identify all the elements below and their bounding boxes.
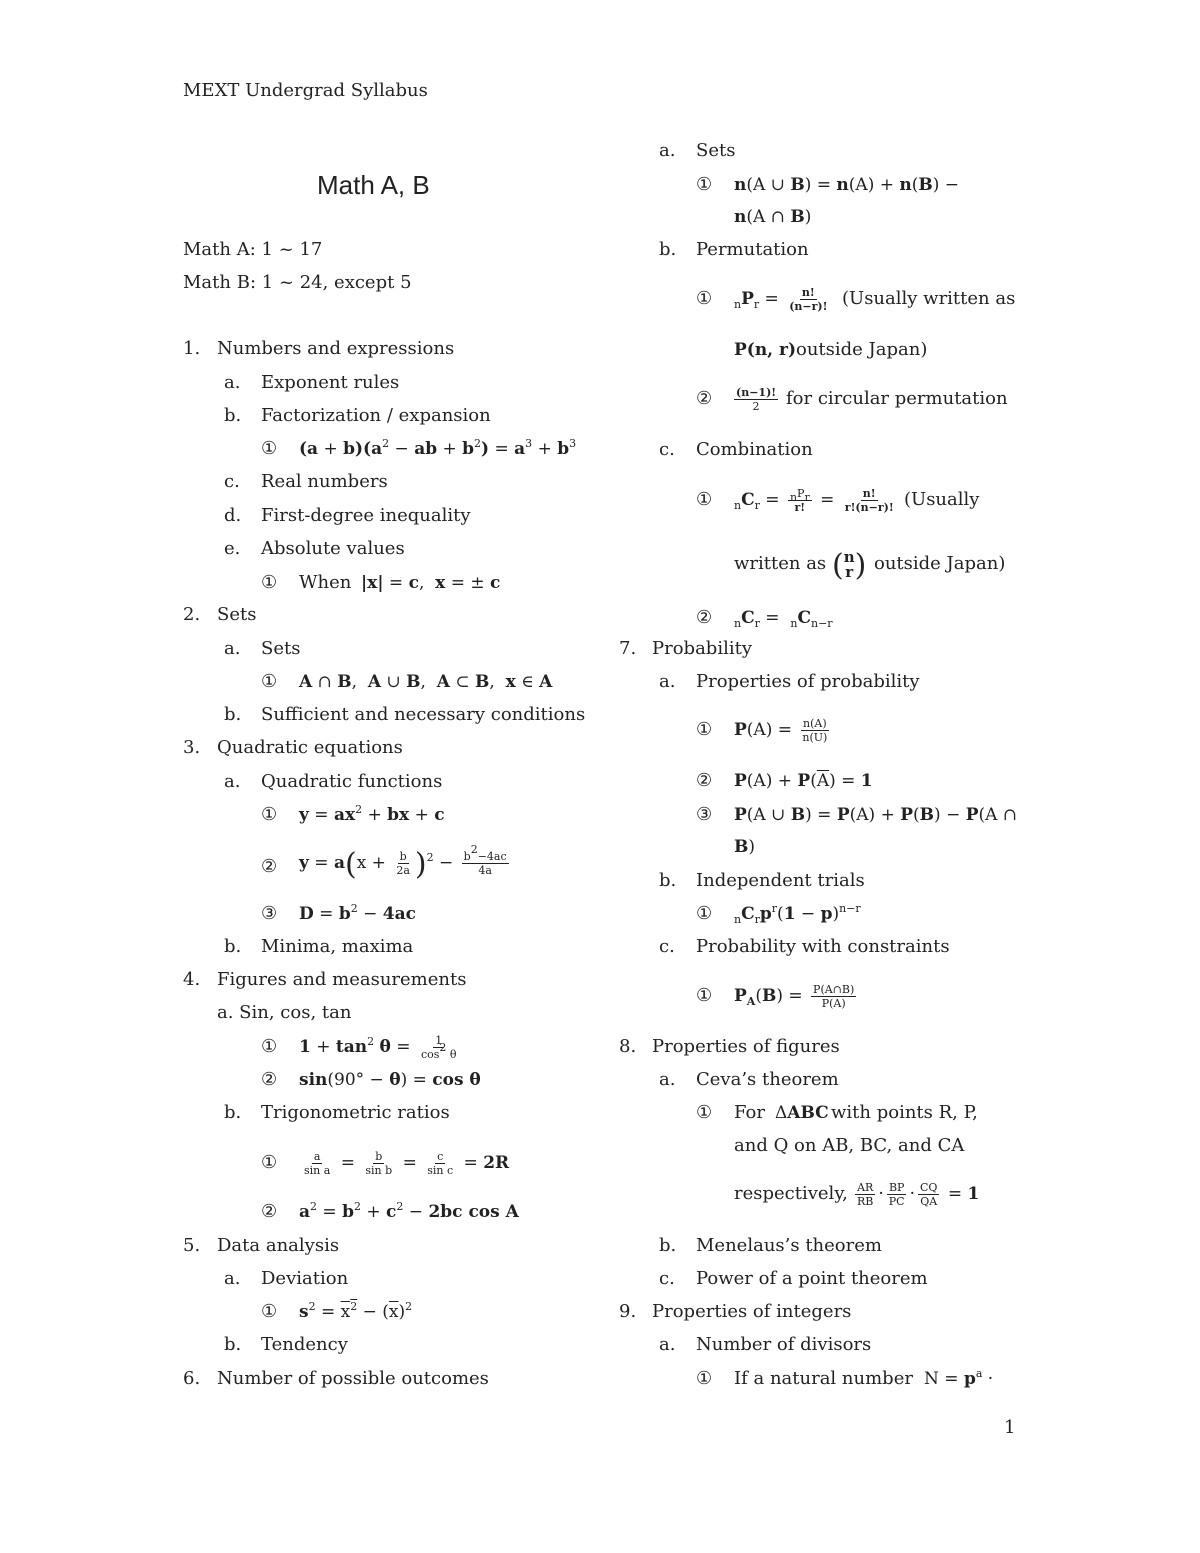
- formula-combination-symmetry: $_nC_r = _nC_{n-r}$: [734, 608, 833, 630]
- section-number: 8.: [619, 1036, 637, 1057]
- subsection-title: Independent trials: [696, 870, 865, 891]
- section-number: 4.: [183, 969, 201, 990]
- subsection-title: Properties of probability: [696, 671, 920, 692]
- subsection-letter: a.: [224, 771, 241, 792]
- ceva-text-line3: respectively,: [734, 1183, 848, 1204]
- section-title: Sets: [217, 604, 257, 625]
- section-title: Data analysis: [217, 1235, 340, 1256]
- subsection-letter: e.: [224, 538, 241, 559]
- formula-tan-identity: $1 + \tan^2 \theta$ = $\frac{1}{\cos^2 \theta}$: [299, 1034, 457, 1061]
- section-number: 6.: [183, 1368, 201, 1389]
- subsection-title: Power of a point theorem: [696, 1268, 928, 1289]
- subsection-title: Menelaus’s theorem: [696, 1235, 882, 1256]
- subsection-title: Absolute values: [261, 538, 405, 559]
- formula-set-notation: A ∩ B, A ∪ B, A ⊂ B, x ∈ A: [299, 672, 553, 692]
- formula-quadratic-vertex: y = a(x + $\frac{b}{2a}$ )$^2$ − $\frac{b^2-4ac}{4a}$: [299, 843, 507, 882]
- ceva-text-cont: with points R, P,: [831, 1102, 978, 1123]
- combination-note: (Usually: [904, 489, 980, 510]
- formula-variance: $s^2 = x^2 - (\overline{x})^2$: [299, 1300, 413, 1322]
- ceva-text: For: [734, 1102, 765, 1123]
- circled-mark: ①: [696, 1368, 713, 1389]
- subsection-title: Combination: [696, 439, 813, 460]
- formula-label: When: [299, 572, 352, 593]
- subsection-letter: a.: [659, 140, 676, 161]
- section-title: Probability: [652, 638, 753, 659]
- permutation-note: (Usually written as: [842, 288, 1016, 309]
- formula-probability-definition: P(A) = $\frac{n(A)}{n(U)}$: [734, 717, 828, 744]
- circular-permutation-note: for circular permutation: [786, 388, 1008, 409]
- subsection-title: Deviation: [261, 1268, 349, 1289]
- circled-mark: ①: [696, 903, 713, 924]
- formula-binomial: ( n r ): [832, 547, 867, 583]
- subsection-title: First-degree inequality: [261, 505, 471, 526]
- subsection-letter: b.: [659, 870, 677, 891]
- subsection-letter: b.: [659, 1235, 677, 1256]
- circled-mark: ②: [261, 1069, 278, 1090]
- section-title: Properties of integers: [652, 1301, 852, 1322]
- subsection-title: Factorization / expansion: [261, 405, 491, 426]
- subsection-title: Permutation: [696, 239, 809, 260]
- section-title: Figures and measurements: [217, 969, 467, 990]
- formula-discriminant: $D = b^2 - 4ac$: [299, 902, 416, 924]
- formula-conditional-probability: $P_A(B)$ = $\frac{P(A\cap B)}{P(A)}$: [734, 983, 855, 1010]
- subsection-letter: b.: [224, 1334, 242, 1355]
- subsection-title: Sufficient and necessary conditions: [261, 704, 586, 725]
- formula-law-of-cosines: $a^2 = b^2 + c^2 - 2bc$ cos A: [299, 1200, 519, 1222]
- subsection-title: Minima, maxima: [261, 936, 414, 957]
- subsection-title: Ceva’s theorem: [696, 1069, 839, 1090]
- subsection-title: a. Sin, cos, tan: [217, 1002, 352, 1023]
- circled-mark: ②: [696, 607, 713, 628]
- subsection-letter: d.: [224, 505, 242, 526]
- section-number: 1.: [183, 338, 201, 359]
- section-number: 7.: [619, 638, 637, 659]
- subsection-letter: c.: [659, 936, 675, 957]
- section-number: 3.: [183, 737, 201, 758]
- subsection-title: Real numbers: [261, 471, 388, 492]
- circled-mark: ②: [261, 1201, 278, 1222]
- circled-mark: ①: [261, 1301, 278, 1322]
- circled-mark: ①: [261, 671, 278, 692]
- circled-mark: ①: [261, 804, 278, 825]
- subsection-letter: c.: [224, 471, 240, 492]
- formula-circular-permutation: $\frac{(n-1)!}{2}$: [736, 386, 777, 413]
- subsection-letter: b.: [224, 405, 242, 426]
- formula-ceva-ratio: $\frac{AR}{RB}$ · $\frac{BP}{PC}$ · $\frac{CQ}{QA}$ = 1: [857, 1181, 980, 1208]
- section-number: 2.: [183, 604, 201, 625]
- subsection-title: Number of divisors: [696, 1334, 872, 1355]
- circled-mark: ②: [696, 388, 713, 409]
- subsection-letter: a.: [224, 638, 241, 659]
- page-title: Math A, B: [317, 170, 430, 200]
- scope-math-a: Math A: 1 ~ 17: [183, 239, 323, 260]
- formula-union-probability-cont: B): [734, 837, 756, 857]
- circled-mark: ①: [696, 1102, 713, 1123]
- formula-binomial-trial: $_nC_rp^r(1 - p)^{n-r}$: [734, 902, 861, 926]
- combination-note-end: outside Japan): [874, 553, 1006, 574]
- subsection-letter: b.: [659, 239, 677, 260]
- subsection-title: Exponent rules: [261, 372, 400, 393]
- divisor-text: If a natural number: [734, 1368, 913, 1389]
- circled-mark: ③: [696, 804, 713, 825]
- section-title: Properties of figures: [652, 1036, 840, 1057]
- subsection-title: Quadratic functions: [261, 771, 443, 792]
- section-title: Numbers and expressions: [217, 338, 455, 359]
- formula-triangle: ΔABC: [775, 1103, 829, 1123]
- circled-mark: ②: [261, 856, 278, 877]
- circled-mark: ③: [261, 903, 278, 924]
- subsection-title: Trigonometric ratios: [261, 1102, 450, 1123]
- formula-prime-factorization: $N = p^a$ ·: [924, 1367, 994, 1389]
- formula-absolute-value: |x| = c, x = ± c: [361, 573, 501, 593]
- subsection-letter: a.: [224, 372, 241, 393]
- circled-mark: ①: [696, 719, 713, 740]
- formula-inclusion-exclusion: n(A ∪ B) = n(A) + n(B) −: [734, 175, 960, 195]
- subsection-title: Sets: [696, 140, 736, 161]
- formula-cube-sum: $(a + b)(a^2$ − ab + $b^2) = a^3 + b^3$: [299, 437, 577, 459]
- circled-mark: ①: [696, 489, 713, 510]
- circled-mark: ①: [261, 1036, 278, 1057]
- permutation-note-cont: outside Japan): [796, 339, 928, 360]
- subsection-letter: c.: [659, 1268, 675, 1289]
- formula-quadratic-standard: $y = ax^2$ + bx + c: [299, 803, 445, 825]
- combination-note-cont: written as: [734, 553, 827, 574]
- subsection-title: Probability with constraints: [696, 936, 950, 957]
- section-number: 5.: [183, 1235, 201, 1256]
- formula-combination: $_nC_r$ = $\frac{_nP_r}{r!}$ = $\frac{n!}{r!(n-r)!}$: [734, 487, 894, 514]
- subsection-letter: a.: [659, 671, 676, 692]
- subsection-letter: a.: [659, 1334, 676, 1355]
- circled-mark: ①: [261, 1152, 278, 1173]
- formula-law-of-sines: $\frac{a}{\text{sin a}}$ = $\frac{b}{\text{sin b}}$ = $\frac{c}{\text{sin c}}$ = 2R: [304, 1150, 510, 1177]
- subsection-title: Tendency: [261, 1334, 348, 1355]
- running-header: MEXT Undergrad Syllabus: [183, 80, 428, 101]
- subsection-letter: b.: [224, 704, 242, 725]
- formula-complement-probability: $P(A) + P(\overline{A}) = 1$: [734, 771, 873, 791]
- subsection-letter: c.: [659, 439, 675, 460]
- page-number: 1: [1004, 1417, 1016, 1438]
- circled-mark: ②: [696, 770, 713, 791]
- subsection-letter: b.: [224, 936, 242, 957]
- scope-math-b: Math B: 1 ~ 24, except 5: [183, 272, 412, 293]
- circled-mark: ①: [696, 985, 713, 1006]
- section-title: Number of possible outcomes: [217, 1368, 489, 1389]
- formula-permutation-notation: P(n, r): [734, 340, 797, 360]
- subsection-letter: a.: [224, 1268, 241, 1289]
- subsection-title: Sets: [261, 638, 301, 659]
- subsection-letter: b.: [224, 1102, 242, 1123]
- section-number: 9.: [619, 1301, 637, 1322]
- formula-inclusion-exclusion-cont: n(A ∩ B): [734, 207, 812, 227]
- circled-mark: ①: [696, 288, 713, 309]
- formula-permutation: $_nP_r$ = $\frac{n!}{(n-r)!}$: [734, 286, 828, 313]
- ceva-text-line2: and Q on AB, BC, and CA: [734, 1135, 965, 1156]
- subsection-letter: a.: [659, 1069, 676, 1090]
- formula-complementary-angle: sin(90° − θ) = cos θ: [299, 1070, 481, 1090]
- formula-union-probability: P(A ∪ B) = P(A) + P(B) − P(A ∩: [734, 805, 1018, 825]
- circled-mark: ①: [261, 572, 278, 593]
- circled-mark: ①: [696, 174, 713, 195]
- circled-mark: ①: [261, 438, 278, 459]
- section-title: Quadratic equations: [217, 737, 403, 758]
